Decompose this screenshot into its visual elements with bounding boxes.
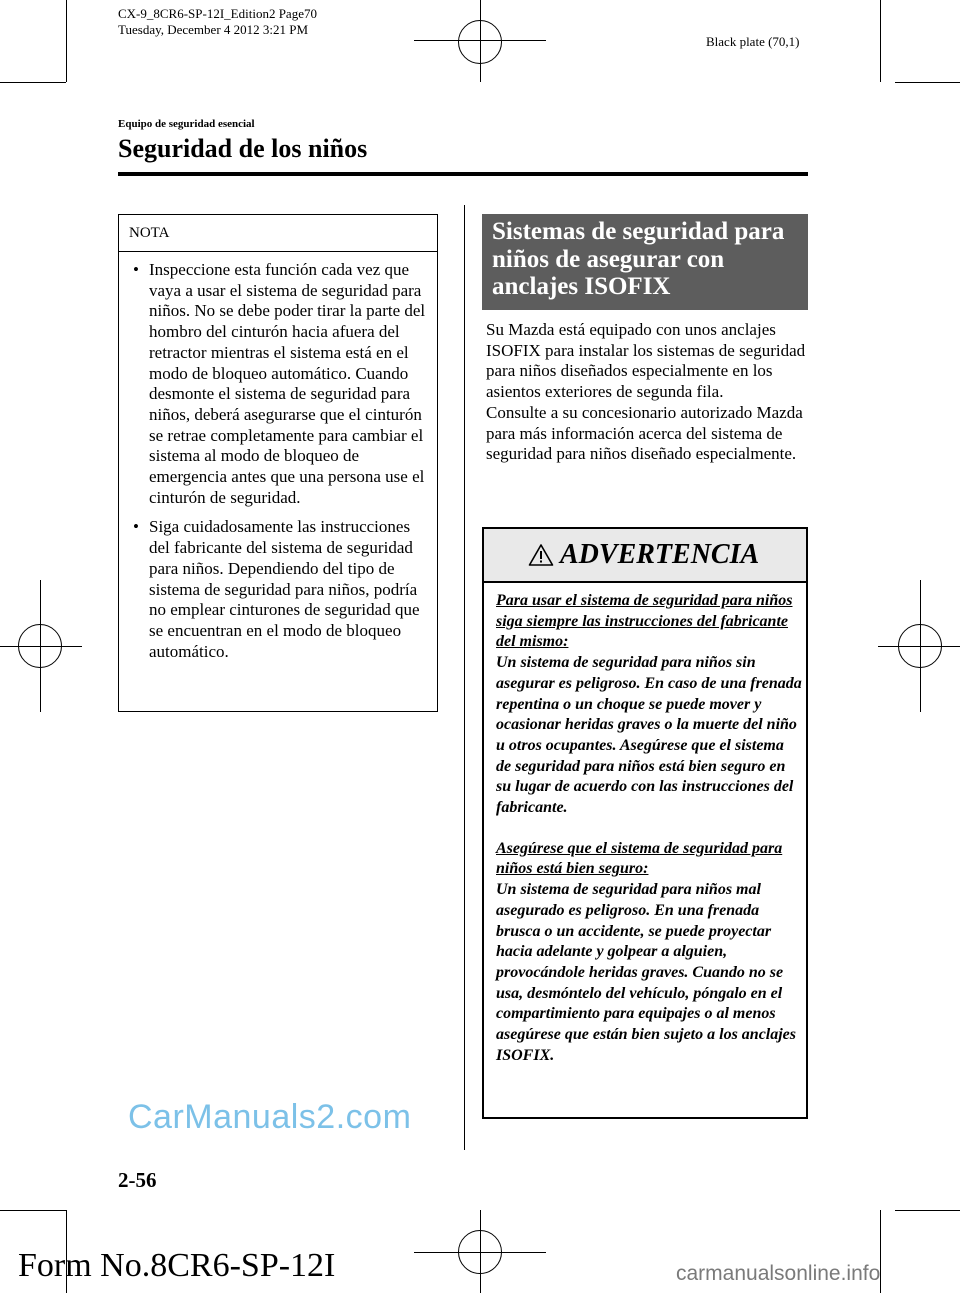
form-number: Form No.8CR6-SP-12I [18, 1247, 336, 1284]
isofix-paragraph: Su Mazda está equipado con unos anclajes ISOFIX para instalar los sistemas de seguridad para niños diseñados especialmente en los asientos exteriores de segunda fila. [486, 320, 806, 402]
note-item [129, 517, 434, 662]
warning-text: Un sistema de seguridad para niños sin asegurar es peligroso. En caso de una frenada repentina o un choque se puede mover y ocasionar heridas graves o la muerte del niño u otros ocupantes. Asegúrese que el sistema de seguridad para niños está bien seguro en su lugar de acuerdo con las instrucciones del fabricante. [496, 654, 802, 817]
warning-text: Un sistema de seguridad para niños mal asegurado es peligroso. En una frenada brusca o un accidente, se puede proyectar hacia adelante y golpear a alguien, provocándole heridas graves. Cuando no se usa, desmóntelo del vehículo, póngalo en el compartimiento para equipajes o al menos asegúrese que están bien sujeto a los anclajes ISOFIX. [496, 881, 797, 1064]
section-label: Equipo de seguridad esencial [118, 118, 255, 130]
warning-subheading: Para usar el sistema de seguridad para niños siga siempre las instrucciones del fabricante del mismo: [496, 592, 793, 651]
isofix-heading-box [482, 214, 808, 310]
note-title: NOTA [129, 225, 170, 241]
bullet-icon: • [133, 260, 139, 279]
page-title: Seguridad de los niños [118, 134, 368, 163]
note-item-text: Inspeccione esta función cada vez que vaya a usar el sistema de seguridad para niños. No se debe poder tirar la parte del hombro del cinturón hacia afuera del retractor mientras el sistema está en el modo de bloqueo automático. Cuando desmonte el sistema de seguridad para niños, deberá asegurarse que el cinturón se retrae completamente para cambiar el sistema al modo de bloqueo de emergencia antes que una persona use el cinturón de seguridad. [149, 260, 426, 507]
watermark: CarManuals2.com [128, 1098, 412, 1136]
footer-site-link[interactable]: carmanualsonline.info [676, 1262, 881, 1285]
warning-header [484, 529, 806, 583]
warning-box [482, 527, 808, 1119]
print-timestamp: Tuesday, December 4 2012 3:21 PM [118, 22, 309, 37]
warning-title: ADVERTENCIA [560, 539, 760, 570]
print-doc-id: CX-9_8CR6-SP-12I_Edition2 Page70 [118, 6, 317, 21]
warning-subheading: Asegúrese que el sistema de seguridad para niños está bien seguro: [496, 839, 783, 878]
warning-triangle-icon [528, 543, 554, 567]
note-box [118, 214, 438, 712]
isofix-body [486, 320, 808, 465]
header-rule [118, 172, 808, 176]
column-divider [464, 205, 465, 1150]
bullet-icon: • [133, 517, 139, 537]
warning-body [496, 591, 802, 1066]
note-item [129, 260, 434, 508]
note-divider [119, 251, 437, 252]
isofix-paragraph: Consulte a su concesionario autorizado Mazda para más información acerca del sistema de seguridad para niños diseñado especialmente. [486, 402, 803, 464]
page-number: 2-56 [118, 1168, 157, 1192]
note-list [129, 260, 434, 671]
isofix-heading: Sistemas de seguridad para niños de asegurar con anclajes ISOFIX [492, 218, 785, 300]
print-plate: Black plate (70,1) [706, 34, 800, 49]
note-item-text: Siga cuidadosamente las instrucciones del fabricante del sistema de seguridad para niños. Dependiendo del tipo de sistema de seguridad para niños, podría no emplear cinturones de seguridad que se encuentran en el modo de bloqueo automático. [149, 517, 420, 661]
